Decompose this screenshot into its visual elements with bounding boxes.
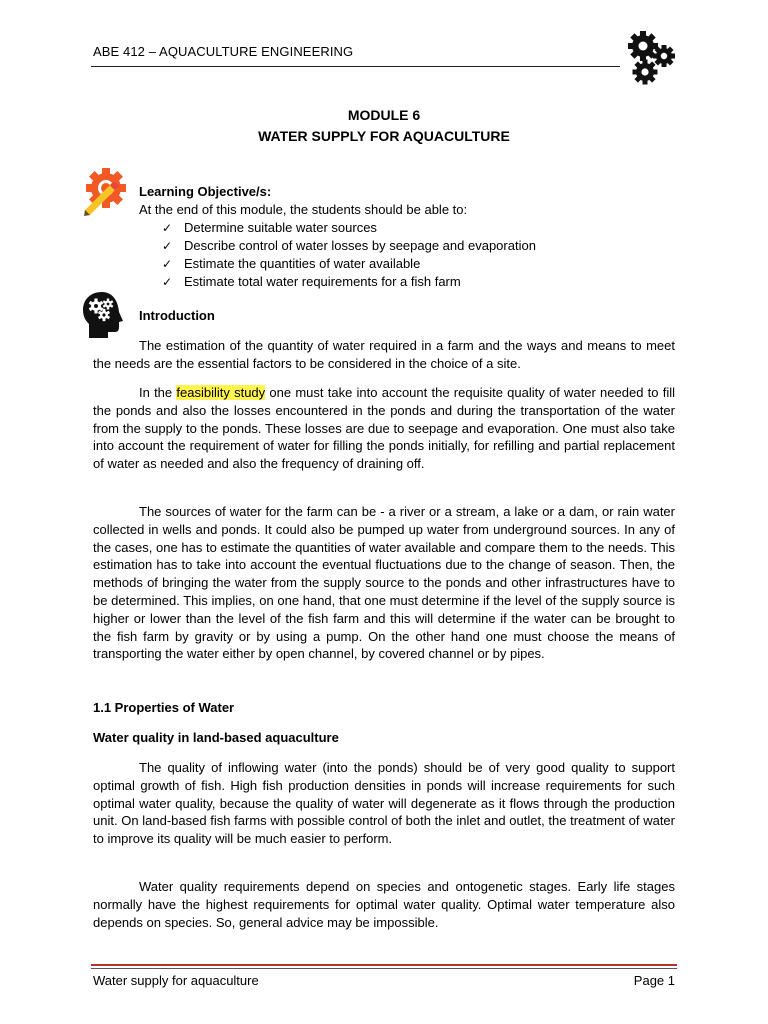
objectives-title: Learning Objective/s: [139,184,272,199]
objectives-intro: At the end of this module, the students should be able to: [139,202,468,217]
list-item: ✓ Describe control of water losses by seepage and evaporation [162,238,536,253]
section-subheading: Water quality in land-based aquaculture [93,730,339,745]
gear-pencil-icon [78,164,132,220]
footer-title: Water supply for aquaculture [93,973,259,988]
checkmark-icon: ✓ [162,221,173,235]
introduction-heading: Introduction [139,308,215,323]
section-heading: 1.1 Properties of Water [93,700,235,715]
footer-divider-red [91,964,677,966]
header-divider [91,66,620,67]
checkmark-icon: ✓ [162,239,173,253]
intro-paragraph-2: In the feasibility study one must take into account the requisite quality of water needed to fill the ponds and also the losses encountered in the ponds and during the transportation of the water from the supply to the ponds. These losses are due to seepage and evaporation. One must also take into account the requirement of water for filling the ponds initially, for refilling and partial replacement of water as needed and also the frequency of draining off. [93,385,676,472]
highlighted-term: feasibility study [176,385,266,400]
section-paragraph-2: Water quality requirements depend on species and ontogenetic stages. Early life stages normally have the highest requirements for optimal water quality. Optimal water temperature also depends on species. So, general advice may be impossible. [93,879,675,930]
gears-icon [626,30,678,86]
intro-paragraph-3: The sources of water for the farm can be - a river or a stream, a lake or a dam, or rain water collected in wells and ponds. It could also be pumped up water from underground sources. In any of the cases, one has to estimate the quantities of water available and compare them to the needs. This estimation has to take into account the eventual fluctuations due to the change of season. Then, the methods of bringing the water from the supply source to the ponds and other infrastructures have to be determined. This implies, on one hand, that one must determine if the level of the supply source is higher or lower than the level of the fish farm and this will determine if the water can be brought to the fish farm by gravity or by using a pump. On the other hand one must choose the means of transporting the water either by open channel, by covered channel or by pipes. [93,504,675,662]
module-subtitle: WATER SUPPLY FOR AQUACULTURE [258,128,510,144]
section-paragraph-1: The quality of inflowing water (into the ponds) should be of very good quality to support optimal growth of fish. High fish production densities in ponds will increase requirements for such optimal water quality, because the quality of water will degenerate as it flows through the production unit. On land-based fish farms with possible control of both the inlet and outlet, the treatment of water to improve its quality will be much easier to perform. [93,760,675,847]
header-course-title: ABE 412 – AQUACULTURE ENGINEERING [93,44,354,59]
list-item: ✓ Determine suitable water sources [162,220,377,235]
module-title: MODULE 6 [347,107,421,123]
intro-paragraph-1: The estimation of the quantity of water required in a farm and the ways and means to meet the needs are the essential factors to be considered in the choice of a site. [93,338,675,371]
checkmark-icon: ✓ [162,275,173,289]
footer-divider [91,968,677,969]
list-item: ✓ Estimate total water requirements for a fish farm [162,274,461,289]
objectives-list [162,219,536,291]
head-gears-icon [80,290,126,340]
checkmark-icon: ✓ [162,257,173,271]
list-item: ✓ Estimate the quantities of water available [162,256,421,271]
page-number: Page 1 [633,973,675,988]
